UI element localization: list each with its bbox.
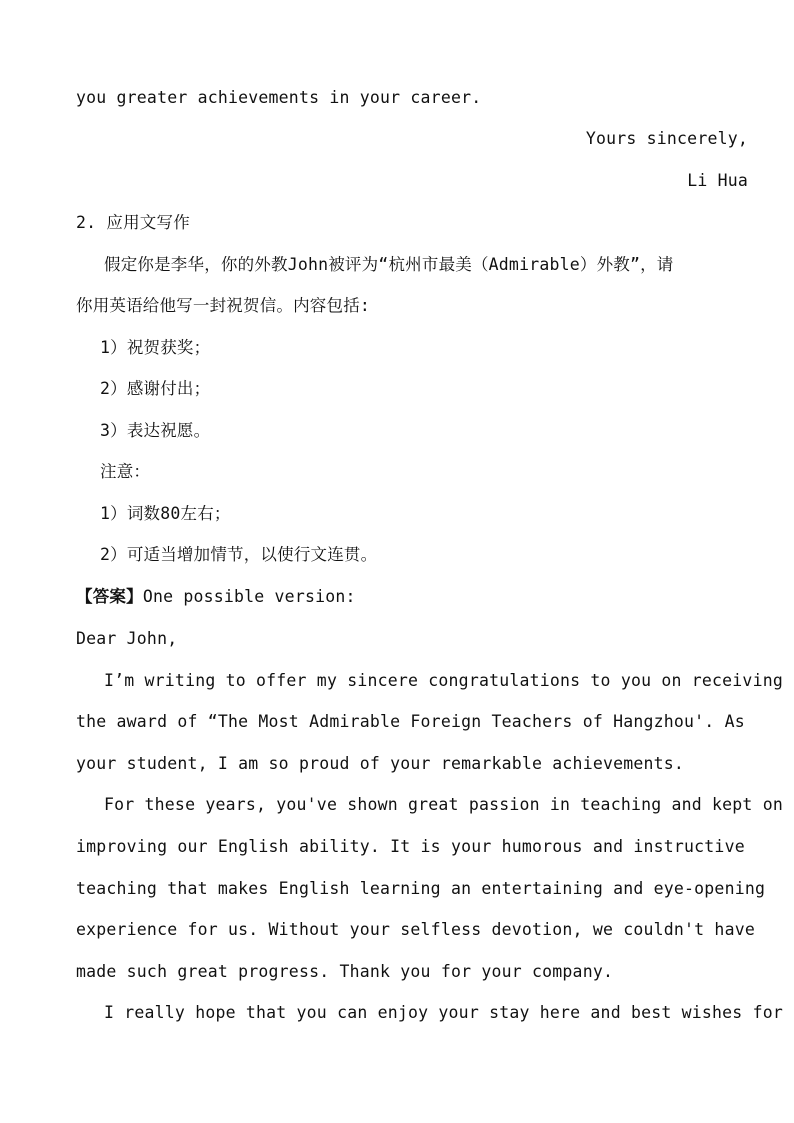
requirement-item: 3）表达祝愿。: [100, 421, 211, 440]
letter-line: experience for us. Without your selfless devotion, we couldn't have: [76, 920, 755, 939]
answer-line: [76, 587, 752, 607]
note-item: 2）可适当增加情节，以使行文连贯。: [100, 545, 378, 564]
letter-line: I’m writing to offer my sincere congratulations to you on receiving: [104, 671, 783, 690]
prompt-line: 你用英语给他写一封祝贺信。内容包括:: [76, 296, 371, 315]
text-line: you greater achievements in your career.: [76, 88, 482, 107]
letter-line: I really hope that you can enjoy your stay here and best wishes for: [104, 1003, 783, 1022]
answer-intro: One possible version:: [142, 587, 356, 606]
note-item: 1）词数80左右；: [100, 504, 231, 523]
salutation: Dear John,: [76, 629, 178, 648]
requirement-item: 1）祝贺获奖；: [100, 338, 211, 357]
letter-line: teaching that makes English learning an entertaining and eye-opening: [76, 879, 766, 898]
letter-line: made such great progress. Thank you for your company.: [76, 962, 614, 981]
note-label: 注意：: [100, 462, 151, 481]
letter-line: the award of “The Most Admirable Foreign Teachers of Hangzhou'. As: [76, 712, 745, 731]
requirement-item: 2）感谢付出；: [100, 379, 211, 398]
answer-label: 【答案】: [76, 587, 143, 606]
closing-line: Yours sincerely,: [585, 129, 748, 148]
letter-line: your student, I am so proud of your remarkable achievements.: [76, 754, 685, 773]
letter-line: improving our English ability. It is your humorous and instructive: [76, 837, 745, 856]
signature-line: Li Hua: [687, 171, 748, 190]
section-title: 2. 应用文写作: [76, 213, 190, 232]
letter-line: For these years, you've shown great passion in teaching and kept on: [104, 795, 783, 814]
prompt-line: 假定你是李华，你的外教John被评为“杭州市最美（Admirable）外教”，请: [104, 255, 674, 274]
